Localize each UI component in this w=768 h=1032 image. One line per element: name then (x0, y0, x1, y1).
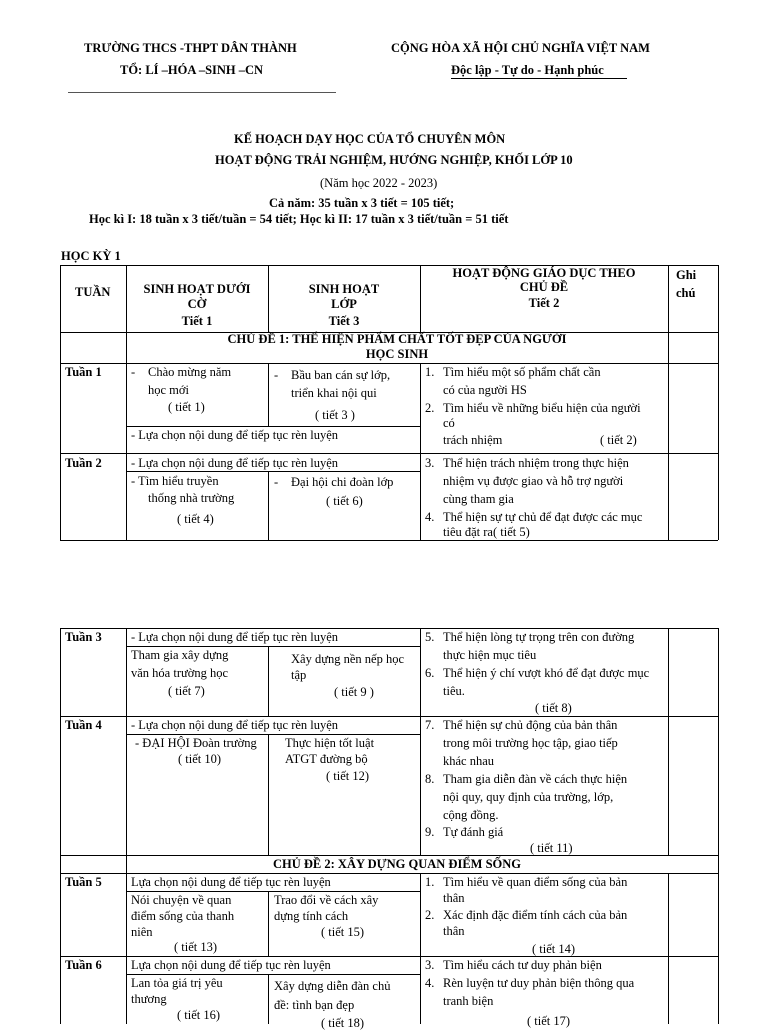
week-3-item-number-6: 6. (425, 666, 435, 680)
week-1-flag-activity: Chào mừng năm (148, 365, 232, 379)
week-1-topic-item-2: Tìm hiểu về những biểu hiện của người (443, 401, 641, 415)
week-2-class-activity: Đại hội chi đoàn lớp (291, 475, 394, 489)
week-3-flag-activity-2: văn hóa trường học (131, 666, 229, 680)
week-6-merged-activity: Lựa chọn nội dung để tiếp tục rèn luyện (131, 958, 331, 972)
week-5-flag-period: ( tiết 13) (174, 940, 218, 954)
week-6-item-number-4: 4. (425, 976, 435, 990)
week-3-merged-activity: - Lựa chọn nội dung để tiếp tục rèn luyện (131, 630, 339, 644)
week-4-class-activity-2: ATGT đường bộ (285, 752, 368, 766)
week-6-class-activity: Xây dựng diễn đàn chủ (274, 979, 391, 993)
col-topic-header: HOẠT ĐỘNG GIÁO DỤC THEO CHỦ ĐỀ Tiết 2 (452, 266, 636, 310)
week-1-topic-item-1b: có của người HS (443, 383, 527, 397)
week-5-class-period: ( tiết 15) (321, 925, 365, 939)
week-2-flag-activity: - Tìm hiểu truyền (131, 474, 219, 488)
week-5-flag-activity: Nói chuyện về quan (131, 893, 232, 907)
week-5-flag-activity-3: niên (131, 925, 153, 939)
week-4-topic-item-8b: nội quy, quy định của trường, lớp, (443, 790, 614, 804)
week-4-item-number-8: 8. (425, 772, 435, 786)
week-2-flag-activity-2: thống nhà trường (148, 491, 235, 505)
week-4-topic-item-8c: cộng đồng. (443, 808, 499, 822)
week-5-topic-item-2b: thân (443, 924, 465, 938)
week-2-topic-item-4b: tiêu đặt ra( tiết 5) (443, 525, 530, 539)
week-1-topic-item-2b: có (443, 416, 455, 430)
week-1-merged-activity: - Lựa chọn nội dung để tiếp tục rèn luyện (131, 428, 339, 442)
week-5-class-activity-2: dựng tính cách (274, 909, 349, 923)
week-4-topic-item-8: Tham gia diễn đàn về cách thực hiện (443, 772, 628, 786)
col-week-header: TUẦN (75, 285, 111, 299)
week-4-class-activity: Thực hiện tốt luật (285, 736, 375, 750)
week-3-topic-item-6: Thể hiện ý chí vượt khó để đạt được mục (443, 666, 650, 680)
week-5-label: Tuần 5 (65, 875, 102, 889)
week-2-topic-item-3: Thể hiện trách nhiệm trong thực hiện (443, 456, 629, 470)
week-1-class-activity-2: triển khai nội qui (291, 386, 377, 400)
week-1-item-number-2: 2. (425, 401, 435, 415)
week-3-flag-period: ( tiết 7) (168, 684, 205, 698)
col-class-header: SINH HOẠT LỚP Tiết 3 (308, 282, 380, 328)
topic-1-banner: CHỦ ĐỀ 1: THỂ HIỆN PHẨM CHẤT TỐT ĐẸP CỦA NGƯỜI HỌC SINH (227, 332, 567, 361)
motto-underline (451, 78, 627, 79)
week-2-item-number-4: 4. (425, 510, 435, 524)
week-4-topic-item-9: Tự đánh giá (443, 825, 504, 839)
week-6-flag-activity: Lan tỏa giá trị yêu (131, 976, 223, 990)
week-5-topic-item-1: Tìm hiểu về quan điểm sống của bản (443, 875, 628, 889)
week-6-topic-period: ( tiết 17) (527, 1014, 571, 1028)
week-5-flag-activity-2: điểm sống của thanh (131, 909, 235, 923)
week-1-topic-item-2c: trách nhiệm (443, 433, 503, 447)
week-6-item-number-3: 3. (425, 958, 435, 972)
week-5-topic-item-1b: thân (443, 891, 465, 905)
week-4-topic-item-7: Thể hiện sự chủ động của bản thân (443, 718, 618, 732)
year-total: Cả năm: 35 tuần x 3 tiết = 105 tiết; (269, 196, 455, 210)
col-note-header: Ghi chú (676, 268, 697, 300)
country-name: CỘNG HÒA XÃ HỘI CHỦ NGHĨA VIỆT NAM (391, 41, 650, 55)
week-2-topic-item-3b: nhiệm vụ được giao và hỗ trợ người (443, 474, 624, 488)
doc-subtitle: HOẠT ĐỘNG TRẢI NGHIỆM, HƯỚNG NGHIỆP, KHỐI LỚP 10 (215, 153, 573, 167)
week-6-class-period: ( tiết 18) (321, 1016, 365, 1030)
week-3-topic-item-6b: tiêu. (443, 684, 465, 698)
week-3-topic-period: ( tiết 8) (535, 701, 572, 715)
week-2-topic-item-4: Thể hiện sự tự chủ để đạt được các mục (443, 510, 643, 524)
week-1-class-activity: Bầu ban cán sự lớp, (291, 368, 391, 382)
header-rule (68, 92, 336, 93)
week-4-flag-period: ( tiết 10) (178, 752, 222, 766)
week-4-class-period: ( tiết 12) (326, 769, 370, 783)
week-2-merged-activity: - Lựa chọn nội dung để tiếp tục rèn luyện (131, 456, 339, 470)
week-6-topic-item-4: Rèn luyện tư duy phản biện thông qua (443, 976, 635, 990)
school-name: TRƯỜNG THCS -THPT DÂN THÀNH (84, 41, 297, 55)
week-5-item-number-1: 1. (425, 875, 435, 889)
week-2-topic-item-3c: cùng tham gia (443, 492, 514, 506)
week-1-class-dash: - (274, 368, 279, 382)
week-4-item-number-7: 7. (425, 718, 435, 732)
week-1-class-period: ( tiết 3 ) (315, 408, 355, 422)
week-4-flag-activity: - ĐẠI HỘI Đoàn trường (135, 736, 257, 750)
week-4-label: Tuần 4 (65, 718, 102, 732)
week-3-class-period: ( tiết 9 ) (334, 685, 374, 699)
week-5-topic-period: ( tiết 14) (532, 942, 576, 956)
topic-2-banner: CHỦ ĐỀ 2: XÂY DỰNG QUAN ĐIỂM SỐNG (272, 857, 522, 871)
week-1-flag-activity-2: học mới (148, 383, 189, 397)
week-3-item-number-5: 5. (425, 630, 435, 644)
col-flag-header: SINH HOẠT DƯỚI CỜ Tiết 1 (143, 282, 251, 328)
week-6-class-activity-2: đề: tình bạn đẹp (274, 998, 355, 1012)
week-1-topic-period: ( tiết 2) (600, 433, 637, 447)
week-6-flag-activity-2: thương (131, 992, 167, 1006)
week-6-topic-item-4b: tranh biện (443, 994, 494, 1008)
week-4-merged-activity: - Lựa chọn nội dung để tiếp tục rèn luyện (131, 718, 339, 732)
school-year: (Năm học 2022 - 2023) (320, 176, 438, 190)
week-1-flag-dash: - (131, 365, 136, 379)
week-2-item-number-3: 3. (425, 456, 435, 470)
semester-heading: HỌC KỲ 1 (61, 249, 121, 263)
week-3-class-activity: Xây dựng nền nếp học (291, 652, 404, 666)
national-motto: Độc lập - Tự do - Hạnh phúc (451, 63, 604, 77)
week-3-label: Tuần 3 (65, 630, 102, 644)
doc-title: KẾ HOẠCH DẠY HỌC CỦA TỔ CHUYÊN MÔN (234, 132, 506, 146)
week-5-item-number-2: 2. (425, 908, 435, 922)
week-4-item-number-9: 9. (425, 825, 435, 839)
week-3-topic-item-5: Thể hiện lòng tự trọng trên con đường (443, 630, 635, 644)
department-name: TỔ: LÍ –HÓA –SINH –CN (120, 63, 264, 77)
week-3-class-activity-2: tập (291, 668, 307, 682)
term-breakdown: Học kì I: 18 tuần x 3 tiết/tuần = 54 tiết; Học kì II: 17 tuần x 3 tiết/tuần = 51 tiết (89, 212, 509, 226)
week-5-topic-item-2: Xác định đặc điểm tính cách của bản (443, 908, 628, 922)
week-4-topic-item-7c: khác nhau (443, 754, 495, 768)
week-6-label: Tuần 6 (65, 958, 102, 972)
week-6-topic-item-3: Tìm hiểu cách tư duy phản biện (443, 958, 602, 972)
week-5-class-activity: Trao đổi về cách xây (274, 893, 379, 907)
week-1-item-number-1: 1. (425, 365, 435, 379)
week-3-topic-item-5b: thực hiện mục tiêu (443, 648, 537, 662)
week-4-topic-period: ( tiết 11) (530, 841, 573, 855)
week-5-merged-activity: Lựa chọn nội dung để tiếp tục rèn luyện (131, 875, 331, 889)
week-4-topic-item-7b: trong môi trường học tập, giao tiếp (443, 736, 618, 750)
week-2-class-period: ( tiết 6) (326, 494, 363, 508)
week-1-topic-item-1: Tìm hiểu một số phẩm chất cần (443, 365, 601, 379)
week-3-flag-activity: Tham gia xây dựng (131, 648, 229, 662)
week-6-flag-period: ( tiết 16) (177, 1008, 221, 1022)
week-1-flag-period: ( tiết 1) (168, 400, 205, 414)
week-2-class-dash: - (274, 475, 279, 489)
week-1-label: Tuần 1 (65, 365, 102, 379)
week-2-flag-period: ( tiết 4) (177, 512, 214, 526)
week-2-label: Tuần 2 (65, 456, 102, 470)
